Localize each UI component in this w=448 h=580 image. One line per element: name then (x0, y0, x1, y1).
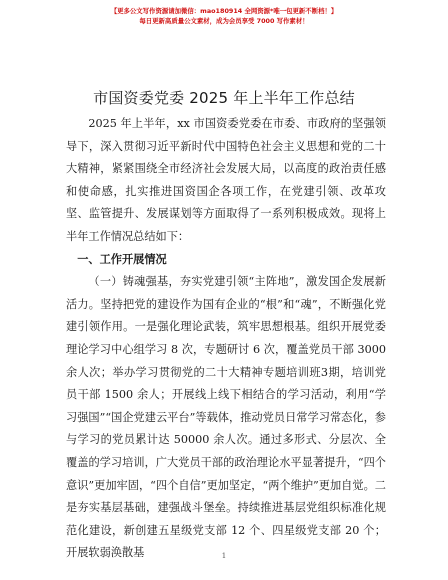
intro-paragraph: 2025 年上半年，xx 市国资委党委在市委、市政府的坚强领导下，深入贯彻习近平新时代中国特色社会主义思想和党的二十大精神，紧紧围绕全市经济社会发展大局，以高度的政治责任感和使命感，扎实推进国资国企各项工作，在党建引领、改革攻坚、监管提升、发展谋划等方面取得了一系列积极成效。现将上半年工作情况总结如下： (66, 117, 386, 243)
promo-banner (0, 6, 448, 26)
page-number: 1 (221, 552, 227, 560)
document-body (66, 113, 386, 565)
promo-banner-line-2: 每日更新高质量公文素材，成为会员享受 7000 写作素材！ (139, 17, 309, 25)
section-heading: 一、工作开展情况 (77, 252, 167, 266)
section-paragraph: （一）铸魂强基，夯实党建引领“主阵地”，激发国企发展新活力。坚持把党的建设作为国有企业的“根”和“魂”，不断强化党建引领作用。一是强化理论武装，筑牢思想根基。组织开展党委理论学习中心组学习 8 次，专题研讨 6 次，覆盖党员干部 3000 余人次；举办学习贯彻党的二十大精神专题培训班3期，培训党员干部 1500 余人；开展线上线下相结合的学习活动，利用“学习强国”“国企党建云平台”等载体，推动党员日常学习常态化，参与学习的党员累计达 50000 余人次。通过多形式、分层次、全覆盖的学习培训，广大党员干部的政治理论水平显著提升，“四个意识”更加牢固，“四个自信”更加坚定，“两个维护”更加自觉。二是夯实基层基础，建强战斗堡垒。持续推进基层党组织标准化规范化建设，新创建五星级党支部 12 个、四星级党支部 20 个；开展软弱涣散基 (66, 275, 386, 560)
promo-banner-line-1: 【更多公文写作资源请加微信：mao180914 全网资源*唯一包更新不断档！】 (110, 7, 338, 15)
document-title: 市国资委党委 2025 年上半年工作总结 (93, 89, 355, 107)
